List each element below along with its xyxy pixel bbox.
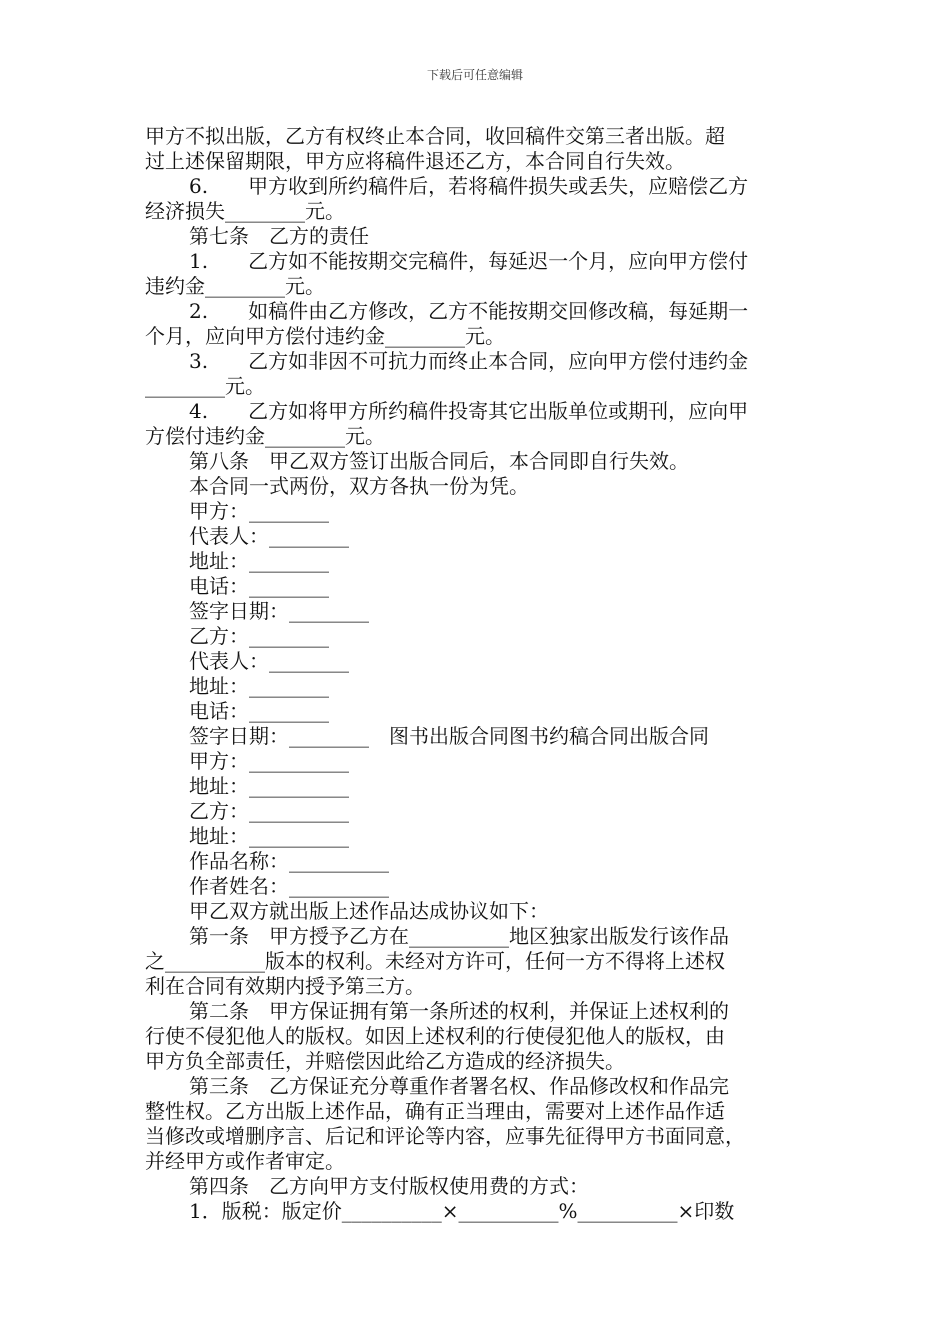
- text-line: 4. 乙方如将甲方所约稿件投寄其它出版单位或期刊，应向甲: [189, 399, 749, 423]
- text-line: 代表人：________: [189, 649, 349, 673]
- text-line: ________元。: [145, 374, 265, 398]
- text-line: 6. 甲方收到所约稿件后，若将稿件损失或丢失，应赔偿乙方: [189, 174, 749, 198]
- text-line: 地址：________: [189, 549, 329, 573]
- text-line: 甲方不拟出版，乙方有权终止本合同，收回稿件交第三者出版。超: [145, 124, 725, 148]
- text-line: 签字日期：________ 图书出版合同图书约稿合同出版合同: [189, 724, 709, 748]
- text-line: 经济损失________元。: [145, 199, 345, 223]
- text-line: 作品名称：__________: [189, 849, 389, 873]
- text-line: 甲方：________: [189, 499, 329, 523]
- text-line: 作者姓名：__________: [189, 874, 389, 898]
- text-line: 第三条 乙方保证充分尊重作者署名权、作品修改权和作品完: [189, 1074, 729, 1098]
- text-line: 地址：__________: [189, 774, 349, 798]
- document-body: [145, 124, 807, 1224]
- text-line: 过上述保留期限，甲方应将稿件退还乙方，本合同自行失效。: [145, 149, 685, 173]
- text-line: 乙方：__________: [189, 799, 349, 823]
- text-line: 方偿付违约金________元。: [145, 424, 385, 448]
- page-header: 下载后可任意编辑: [426, 68, 523, 82]
- text-line: 甲乙双方就出版上述作品达成协议如下：: [189, 899, 549, 923]
- text-line: 第二条 甲方保证拥有第一条所述的权利，并保证上述权利的: [189, 999, 729, 1023]
- text-line: 利在合同有效期内授予第三方。: [145, 974, 425, 998]
- text-line: 代表人：________: [189, 524, 349, 548]
- text-line: 签字日期：________: [189, 599, 369, 623]
- text-line: 电话：________: [189, 574, 329, 598]
- text-line: 2. 如稿件由乙方修改，乙方不能按期交回修改稿，每延期一: [189, 299, 749, 323]
- text-line: 并经甲方或作者审定。: [145, 1149, 345, 1173]
- text-line: 3. 乙方如非因不可抗力而终止本合同，应向甲方偿付违约金: [189, 349, 749, 373]
- text-line: 第七条 乙方的责任: [189, 224, 369, 248]
- text-line: 本合同一式两份，双方各执一份为凭。: [189, 474, 529, 498]
- text-line: 个月，应向甲方偿付违约金________元。: [145, 324, 505, 348]
- text-line: 甲方负全部责任，并赔偿因此给乙方造成的经济损失。: [145, 1049, 625, 1073]
- text-line: 地址：__________: [189, 824, 349, 848]
- text-line: 当修改或增删序言、后记和评论等内容，应事先征得甲方书面同意，: [145, 1124, 745, 1148]
- text-line: 整性权。乙方出版上述作品，确有正当理由，需要对上述作品作适: [145, 1099, 725, 1123]
- text-line: 乙方：________: [189, 624, 329, 648]
- text-line: 行使不侵犯他人的版权。如因上述权利的行使侵犯他人的版权，由: [145, 1024, 725, 1048]
- text-line: 第八条 甲乙双方签订出版合同后，本合同即自行失效。: [189, 449, 689, 473]
- text-line: 1. 乙方如不能按期交完稿件，每延迟一个月，应向甲方偿付: [189, 249, 749, 273]
- text-line: 1．版税：版定价__________×__________%__________×印数: [189, 1199, 735, 1223]
- text-line: 甲方：__________: [189, 749, 349, 773]
- text-line: 违约金________元。: [145, 274, 325, 298]
- text-line: 地址：________: [189, 674, 329, 698]
- text-line: 之__________版本的权利。未经对方许可，任何一方不得将上述权: [145, 949, 725, 973]
- text-line: 第四条 乙方向甲方支付版权使用费的方式：: [189, 1174, 589, 1198]
- text-line: 第一条 甲方授予乙方在__________地区独家出版发行该作品: [189, 924, 729, 948]
- text-line: 电话：________: [189, 699, 329, 723]
